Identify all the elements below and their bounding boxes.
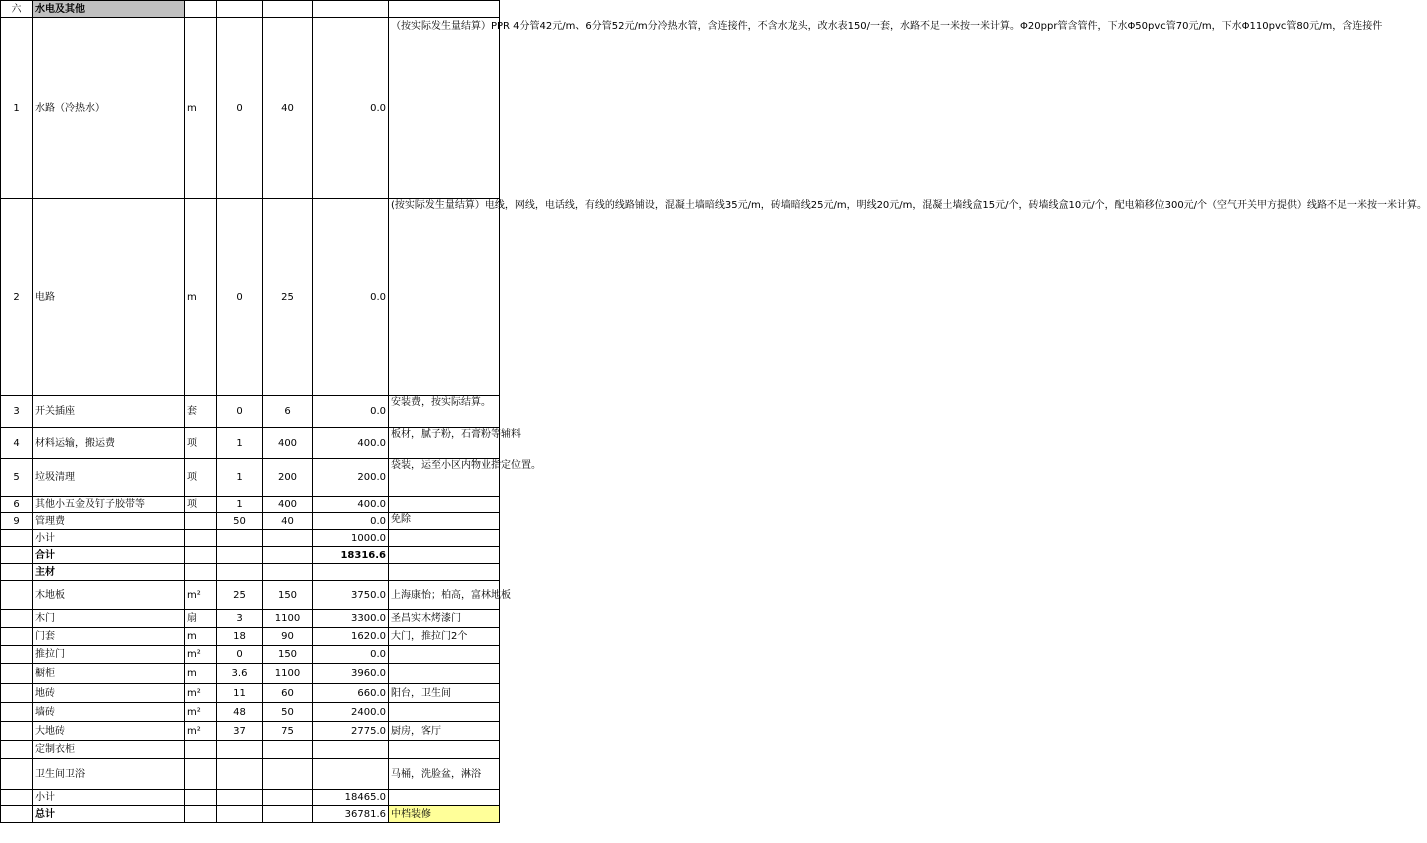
- material-note: [389, 703, 500, 722]
- grand-total-row: [1, 806, 500, 823]
- material-name: 橱柜: [33, 664, 185, 684]
- item-qty: 0: [217, 396, 263, 428]
- item-note: (按实际发生量结算）电线，网线，电话线，有线的线路铺设，混凝土墙暗线35元/m，砖墙暗线25元/m，明线20元/m，混凝土墙线盒15元/个，砖墙线盒10元/个，配电箱移位300元/个（空气开关甲方提供）线路不足一米按一米计算。: [389, 199, 500, 396]
- table-row: [1, 396, 500, 428]
- item-unit: m: [185, 18, 217, 199]
- item-unit: [185, 513, 217, 530]
- material-row: [1, 628, 500, 646]
- item-name: 其他小五金及钉子胶带等: [33, 497, 185, 513]
- material-price: 1100: [263, 610, 313, 628]
- item-qty: 0: [217, 199, 263, 396]
- material-unit: [185, 759, 217, 790]
- item-total: 0.0: [313, 513, 389, 530]
- subtotal-value: 18465.0: [313, 790, 389, 806]
- material-total: 660.0: [313, 684, 389, 703]
- item-qty: 0: [217, 18, 263, 199]
- table-row: [1, 428, 500, 459]
- item-total: 0.0: [313, 18, 389, 199]
- item-unit: 项: [185, 497, 217, 513]
- subtotal-value: 1000.0: [313, 530, 389, 547]
- material-price: 1100: [263, 664, 313, 684]
- row-number: 3: [1, 396, 33, 428]
- material-unit: m²: [185, 703, 217, 722]
- item-price: 400: [263, 428, 313, 459]
- item-name: 水路（冷热水）: [33, 18, 185, 199]
- sum-label: 合计: [33, 547, 185, 564]
- table-row: [1, 459, 500, 497]
- material-unit: m²: [185, 646, 217, 664]
- item-unit: 项: [185, 459, 217, 497]
- item-price: 6: [263, 396, 313, 428]
- material-qty: 3: [217, 610, 263, 628]
- material-price: 60: [263, 684, 313, 703]
- material-name: 定制衣柜: [33, 741, 185, 759]
- item-price: 200: [263, 459, 313, 497]
- material-qty: 37: [217, 722, 263, 741]
- material-price: 150: [263, 646, 313, 664]
- material-unit: m²: [185, 684, 217, 703]
- material-price: 50: [263, 703, 313, 722]
- grand-total-label: 总计: [33, 806, 185, 823]
- material-total: 0.0: [313, 646, 389, 664]
- material-row: [1, 646, 500, 664]
- item-qty: 50: [217, 513, 263, 530]
- item-name: 材料运输，搬运费: [33, 428, 185, 459]
- material-qty: 11: [217, 684, 263, 703]
- material-qty: [217, 741, 263, 759]
- material-row: [1, 722, 500, 741]
- material-total: 1620.0: [313, 628, 389, 646]
- material-unit: m²: [185, 581, 217, 610]
- item-name: 管理费: [33, 513, 185, 530]
- item-note: 安装费，按实际结算。: [389, 396, 500, 428]
- material-total: [313, 741, 389, 759]
- material-total: 2775.0: [313, 722, 389, 741]
- material-unit: [185, 741, 217, 759]
- material-note: 厨房，客厅: [389, 722, 500, 741]
- section-header-row: [1, 1, 500, 18]
- section-title: 水电及其他: [33, 1, 185, 18]
- material-note: [389, 664, 500, 684]
- subtotal-row: [1, 530, 500, 547]
- sum-row: [1, 547, 500, 564]
- material-unit: m: [185, 628, 217, 646]
- material-note: [389, 646, 500, 664]
- item-note: 袋装，运至小区内物业指定位置。: [389, 459, 500, 497]
- row-number: 5: [1, 459, 33, 497]
- material-total: 3300.0: [313, 610, 389, 628]
- material-row: [1, 664, 500, 684]
- material-price: 90: [263, 628, 313, 646]
- material-qty: 48: [217, 703, 263, 722]
- item-note: （按实际发生量结算）PPR 4分管42元/m、6分管52元/m分冷热水管，含连接件，不含水龙头，改水表150/一套，水路不足一米按一米计算。Φ20ppr管含管件，下水Φ50pvc管70元/m，下水Φ110pvc管80元/m，含连接件: [389, 18, 500, 199]
- item-note: [389, 497, 500, 513]
- item-note: 板材，腻子粉，石膏粉等辅料: [389, 428, 500, 459]
- item-total: 0.0: [313, 199, 389, 396]
- material-row: [1, 684, 500, 703]
- row-number: 4: [1, 428, 33, 459]
- row-number: 6: [1, 497, 33, 513]
- grand-total-value: 36781.6: [313, 806, 389, 823]
- subtotal-label: 小计: [33, 530, 185, 547]
- item-name: 电路: [33, 199, 185, 396]
- material-price: 75: [263, 722, 313, 741]
- row-number: 2: [1, 199, 33, 396]
- item-qty: 1: [217, 459, 263, 497]
- item-total: 400.0: [313, 428, 389, 459]
- material-name: 大地砖: [33, 722, 185, 741]
- item-total: 400.0: [313, 497, 389, 513]
- table-row: [1, 18, 500, 199]
- item-note: 免除: [389, 513, 500, 530]
- material-name: 木地板: [33, 581, 185, 610]
- material-note: 阳台，卫生间: [389, 684, 500, 703]
- sum-value: 18316.6: [313, 547, 389, 564]
- item-price: 40: [263, 513, 313, 530]
- item-total: 0.0: [313, 396, 389, 428]
- material-row: [1, 703, 500, 722]
- table-row: [1, 199, 500, 396]
- item-unit: 项: [185, 428, 217, 459]
- section-number: 六: [1, 1, 33, 18]
- item-total: 200.0: [313, 459, 389, 497]
- material-qty: 18: [217, 628, 263, 646]
- item-unit: m: [185, 199, 217, 396]
- item-name: 开关插座: [33, 396, 185, 428]
- item-qty: 1: [217, 497, 263, 513]
- subtotal-row: [1, 790, 500, 806]
- material-qty: 25: [217, 581, 263, 610]
- material-total: [313, 759, 389, 790]
- material-note: 大门，推拉门2个: [389, 628, 500, 646]
- subtotal-label: 小计: [33, 790, 185, 806]
- material-note: 圣昌实木烤漆门: [389, 610, 500, 628]
- materials-header-row: [1, 564, 500, 581]
- row-number: 1: [1, 18, 33, 199]
- material-row: [1, 741, 500, 759]
- item-unit: 套: [185, 396, 217, 428]
- material-name: 地砖: [33, 684, 185, 703]
- material-qty: [217, 759, 263, 790]
- item-price: 400: [263, 497, 313, 513]
- grand-total-note: 中档装修: [389, 806, 500, 823]
- row-number: 9: [1, 513, 33, 530]
- material-price: [263, 759, 313, 790]
- material-row: [1, 610, 500, 628]
- material-name: 卫生间卫浴: [33, 759, 185, 790]
- material-name: 门套: [33, 628, 185, 646]
- material-row: [1, 581, 500, 610]
- material-unit: m: [185, 664, 217, 684]
- material-qty: 0: [217, 646, 263, 664]
- material-name: 推拉门: [33, 646, 185, 664]
- material-name: 木门: [33, 610, 185, 628]
- material-total: 3750.0: [313, 581, 389, 610]
- item-price: 40: [263, 18, 313, 199]
- material-unit: m²: [185, 722, 217, 741]
- material-qty: 3.6: [217, 664, 263, 684]
- material-note: 马桶，洗脸盆，淋浴: [389, 759, 500, 790]
- material-note: [389, 741, 500, 759]
- material-name: 墙砖: [33, 703, 185, 722]
- material-row: [1, 759, 500, 790]
- material-note: 上海康怡；柏高，富林地板: [389, 581, 500, 610]
- material-total: 3960.0: [313, 664, 389, 684]
- table-row: [1, 497, 500, 513]
- material-total: 2400.0: [313, 703, 389, 722]
- table-row: [1, 513, 500, 530]
- materials-header: 主材: [33, 564, 185, 581]
- item-name: 垃圾清理: [33, 459, 185, 497]
- material-price: [263, 741, 313, 759]
- item-qty: 1: [217, 428, 263, 459]
- item-price: 25: [263, 199, 313, 396]
- material-price: 150: [263, 581, 313, 610]
- material-unit: 扇: [185, 610, 217, 628]
